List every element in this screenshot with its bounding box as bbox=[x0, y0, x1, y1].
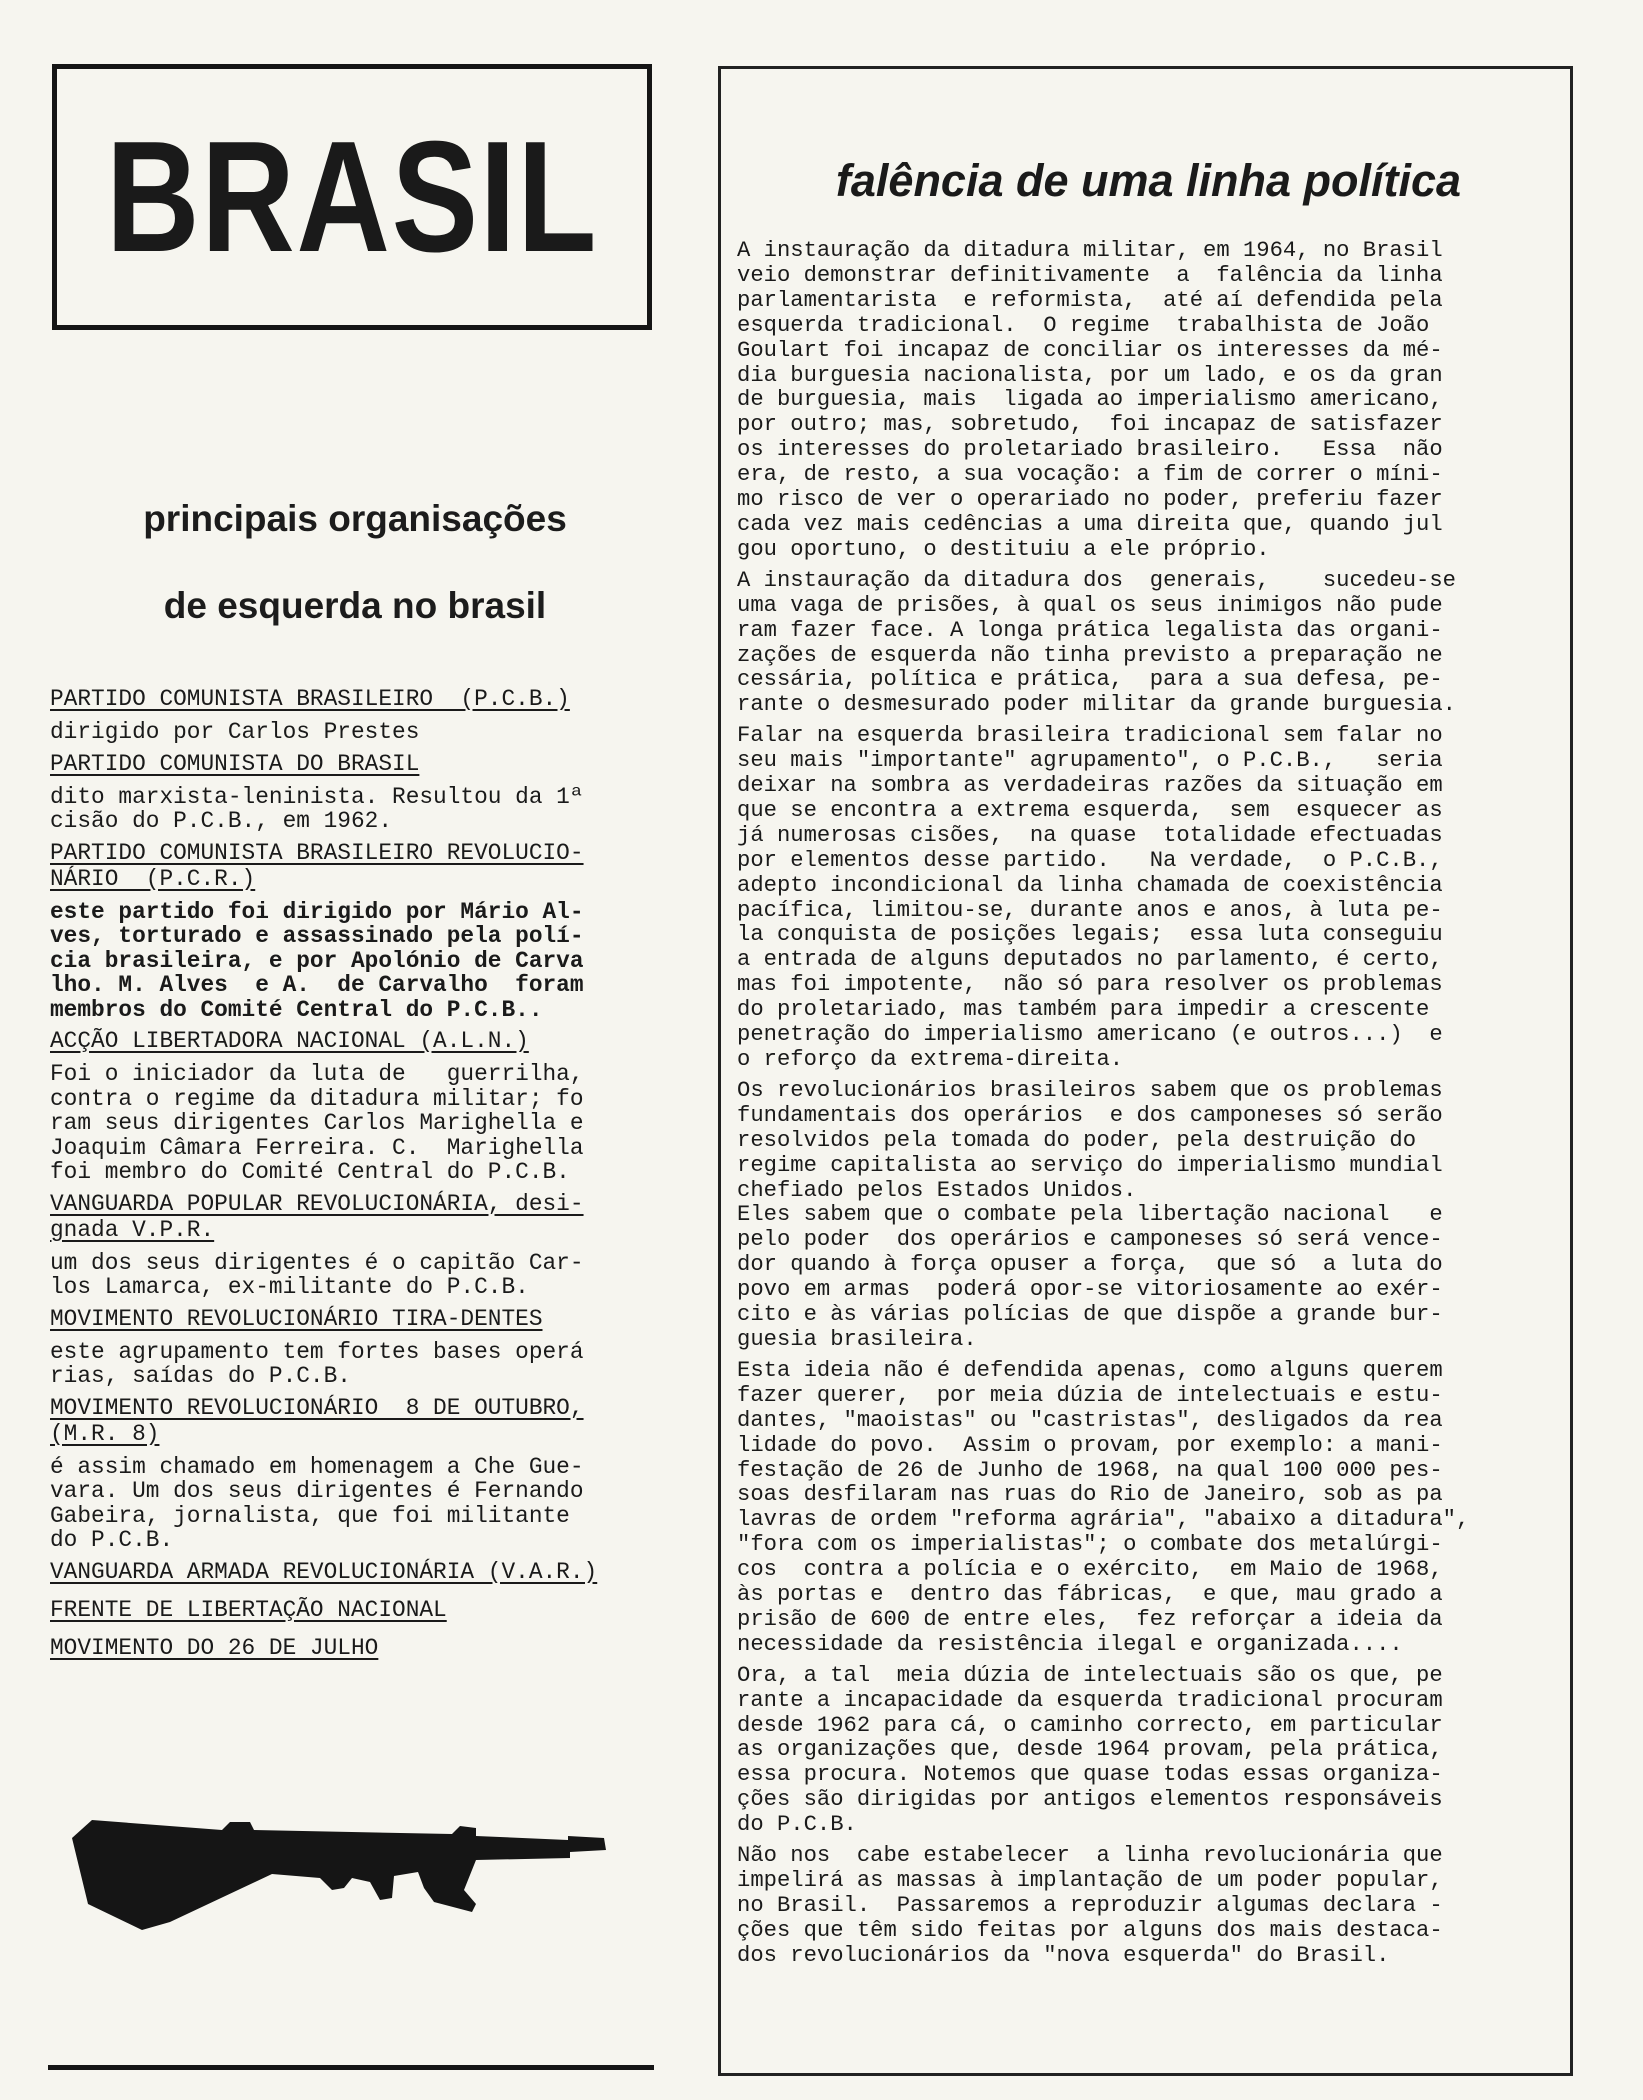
org-item bbox=[50, 1635, 660, 1669]
sidebar-heading-line1: principais organisações bbox=[143, 498, 567, 539]
org-description: é assim chamado em homenagem a Che Gue- vara. Um dos seus dirigentes é Fernando Gabeira, jornalista, que foi militante do P.C.B. bbox=[50, 1453, 584, 1553]
org-item bbox=[50, 1395, 660, 1553]
article-panel bbox=[718, 66, 1573, 2076]
article-paragraph: Esta ideia não é defendida apenas, como alguns querem fazer querer, por meia dúzia de intelectuais e estu- dantes, "maoistas" ou "castristas", desligados da rea lidade do povo. Assim o provam, por exemplo: a mani- festação de 26 de Junho de 1968, na qual 100 000 pes- soas desfilaram nas ruas do Rio de Janeiro, sob as pa lavras de ordem "reforma agrária", "abaixo a ditadura", "fora com os imperialistas"; o combate dos metalúrgi- cos contra a polícia e o exército, em Maio de 1968, às portas e dentro das fábricas, e que, mau grado a prisão de 600 de entre eles, fez reforçar a ideia da necessidade da resistência ilegal e organizada.... bbox=[737, 1357, 1470, 1657]
org-description: dito marxista-leninista. Resultou da 1ª cisão do P.C.B., em 1962. bbox=[50, 783, 584, 834]
rifle-icon bbox=[72, 1780, 620, 1950]
org-item bbox=[50, 751, 660, 834]
article-paragraph: A instauração da ditadura dos generais, sucedeu-se uma vaga de prisões, à qual os seus inimigos não pude ram fazer face. A longa prática legalista das organi- zações de esquerda não tinha previsto a preparação ne cessária, política e prática, para a sua defesa, pe- rante o desmesurado poder militar da grande burguesia. bbox=[737, 567, 1456, 718]
article-body bbox=[737, 239, 1557, 1975]
article-paragraph: Os revolucionários brasileiros sabem que os problemas fundamentais dos operários e dos camponeses só serão resolvidos pela tomada do poder, pela destruição do regime capitalista ao serviço do imperialismo mundial chefiado pelos Estados Unidos. Eles sabem que o combate pela libertação nacional e pelo poder dos operários e camponeses só será vence- dor quando à força opuser a força, que só a luta do povo em armas poderá opor-se vitoriosamente ao exér- cito e às várias polícias de que dispõe a grande bur- guesia brasileira. bbox=[737, 1077, 1443, 1352]
org-item bbox=[50, 840, 660, 1023]
sidebar-heading-line2: de esquerda no brasil bbox=[163, 585, 547, 626]
org-description: Foi o iniciador da luta de guerrilha, contra o regime da ditadura militar; fo ram seus dirigentes Carlos Marighella e Joaquim Câmara Ferreira. C. Marighella foi membro do Comité Central do P.C.B. bbox=[50, 1061, 584, 1185]
org-description: este partido foi dirigido por Mário Al- ves, torturado e assassinado pela polí- cia brasileira, e por Apolónio de Carva lho. M. Alves e A. de Carvalho foram membros do Comité Central do P.C.B.. bbox=[50, 898, 584, 1023]
org-name: ACÇÃO LIBERTADORA NACIONAL (A.L.N.) bbox=[50, 1028, 529, 1054]
org-item bbox=[50, 1306, 660, 1389]
org-name: MOVIMENTO DO 26 DE JULHO bbox=[50, 1634, 379, 1661]
article-paragraph: Ora, a tal meia dúzia de intelectuais são os que, pe rante a incapacidade da esquerda tradicional procuram desde 1962 para cá, o caminho correcto, em particular as organizações que, desde 1964 provam, pela prática, essa procura. Notemos que quase todas essas organiza- ções são dirigidas por antigos elementos responsáveis do P.C.B. bbox=[737, 1662, 1443, 1838]
org-name: PARTIDO COMUNISTA BRASILEIRO (P.C.B.) bbox=[50, 686, 570, 712]
org-item bbox=[50, 1559, 660, 1593]
org-item bbox=[50, 1597, 660, 1631]
org-name: MOVIMENTO REVOLUCIONÁRIO 8 DE OUTUBRO, (M.R. 8) bbox=[50, 1394, 584, 1447]
article-paragraph: Não nos cabe estabelecer a linha revolucionária que impelirá as massas à implantação de um poder popular, no Brasil. Passaremos a reproduzir algumas declara - ções que têm sido feitas por alguns dos mais destaca- dos revolucionários da "nova esquerda" do Brasil. bbox=[737, 1843, 1443, 1968]
masthead-box bbox=[52, 64, 652, 330]
org-name: PARTIDO COMUNISTA DO BRASIL bbox=[50, 750, 420, 777]
org-item bbox=[50, 1028, 660, 1185]
org-description: um dos seus dirigentes é o capitão Car- los Lamarca, ex-militante do P.C.B. bbox=[50, 1249, 584, 1300]
organizations-list bbox=[50, 686, 660, 1673]
org-name: VANGUARDA ARMADA REVOLUCIONÁRIA (V.A.R.) bbox=[50, 1558, 598, 1585]
org-item bbox=[50, 686, 660, 745]
org-name: VANGUARDA POPULAR REVOLUCIONÁRIA, desi- gnada V.P.R. bbox=[50, 1190, 584, 1243]
article-title: falência de uma linha política bbox=[835, 155, 1462, 206]
article-paragraph: Falar na esquerda brasileira tradicional sem falar no seu mais "importante" agrupamento", o P.C.B., seria deixar na sombra as verdadeiras razões da situação em que se encontra a extrema esquerda, sem esquecer as já numerosas cisões, na quase totalidade efectuadas por elementos desse partido. Na verdade, o P.C.B., adepto incondicional da linha chamada de coexistência pacífica, limitou-se, durante anos e anos, à luta pe- la conquista de posições legais; essa luta conseguiu a entrada de alguns deputados no parlamento, é certo, mas foi impotente, não só para resolver os problemas do proletariado, mas também para impedir a crescente penetração do imperialismo americano (e outros...) e o reforço da extrema-direita. bbox=[737, 723, 1443, 1072]
org-name: PARTIDO COMUNISTA BRASILEIRO REVOLUCIO- NÁRIO (P.C.R.) bbox=[50, 839, 584, 892]
org-item bbox=[50, 1191, 660, 1300]
masthead-title: BRASIL bbox=[105, 109, 599, 285]
org-name: MOVIMENTO REVOLUCIONÁRIO TIRA-DENTES bbox=[50, 1305, 543, 1332]
org-description: dirigido por Carlos Prestes bbox=[50, 719, 420, 745]
bottom-divider bbox=[48, 2065, 654, 2070]
org-name: FRENTE DE LIBERTAÇÃO NACIONAL bbox=[50, 1596, 447, 1623]
article-paragraph: A instauração da ditadura militar, em 1964, no Brasil veio demonstrar definitivamente a falência da linha parlamentarista e reformista, até aí defendida pela esquerda tradicional. O regime trabalhista de João Goulart foi incapaz de conciliar os interesses da mé- dia burguesia nacionalista, por um lado, e os da gran de burguesia, mais ligada ao imperialismo americano, por outro; mas, sobretudo, foi incapaz de satisfazer os interesses do proletariado brasileiro. Essa não era, de resto, a sua vocação: a fim de correr o míni- mo risco de ver o operariado no poder, preferiu fazer cada vez mais cedências a uma direita que, quando jul gou oportuno, o destituiu a ele próprio. bbox=[737, 238, 1443, 562]
org-description: este agrupamento tem fortes bases operá rias, saídas do P.C.B. bbox=[50, 1338, 584, 1389]
